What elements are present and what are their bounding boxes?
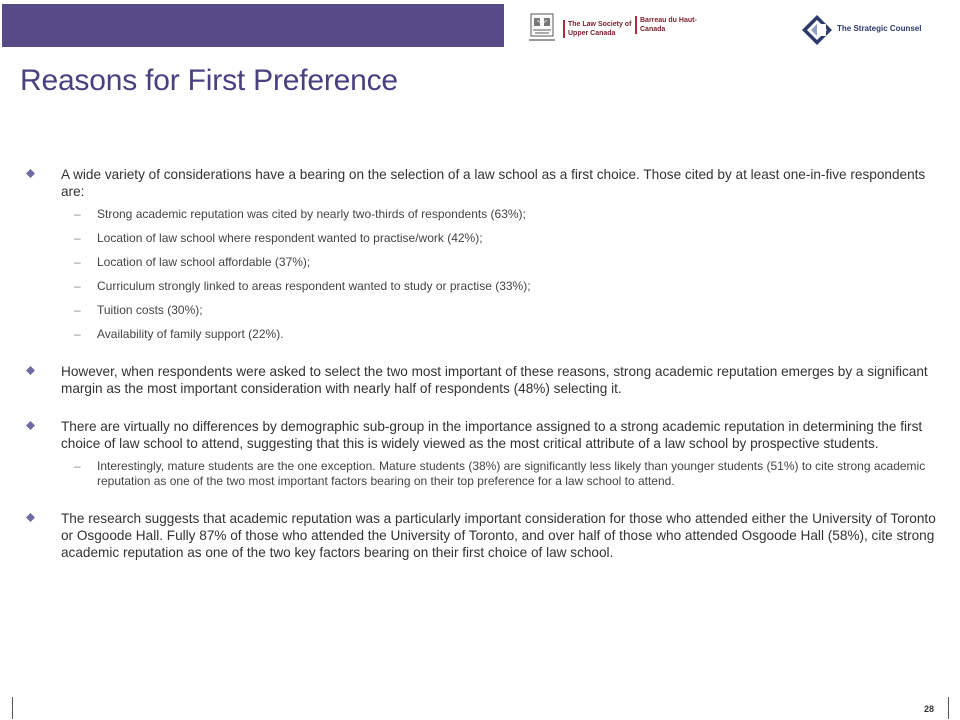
- sub-bullet-text: Location of law school where respondent wanted to practise/work (42%);: [97, 231, 483, 245]
- diamond-bullet-icon: [26, 513, 35, 522]
- sub-bullet-text: Availability of family support (22%).: [97, 327, 284, 341]
- law-society-name-en: The Law Society of Upper Canada: [563, 20, 636, 38]
- dash-marker: –: [74, 303, 81, 317]
- footer-left-rule: [12, 697, 13, 719]
- dash-marker: –: [74, 459, 81, 473]
- bullet-text: There are virtually no differences by demographic sub-group in the importance assigned to a strong academic reputation in determining the first choice of law school to attend, suggesting that this is widely viewed as the most critical attribute of a law school by prospective students.: [61, 419, 923, 451]
- header-color-bar: [2, 4, 504, 47]
- page-number: 28: [924, 704, 935, 714]
- dash-marker: –: [74, 207, 81, 221]
- sub-bullet-text: Tuition costs (30%);: [97, 303, 203, 317]
- dash-marker: –: [74, 327, 81, 341]
- bullet-item: [24, 418, 936, 452]
- bullet-text: The research suggests that academic reputation was a particularly important consideration for those who attended either the University of Toronto or Osgoode Hall. Fully 87% of those who attended the University of Toronto, and over half of those who attended Osgoode Hall (58%), cite strong academic reputation as one of the two key factors bearing on their first choice of law school.: [61, 511, 936, 560]
- sub-bullet-item: [24, 231, 936, 246]
- sub-bullet-item: [24, 255, 936, 270]
- dash-marker: –: [74, 255, 81, 269]
- sub-bullet-text: Interestingly, mature students are the one exception. Mature students (38%) are significantly less likely than younger students (51%) to cite strong academic reputation as one of the two most important factors bearing on their top preference for a law school to attend.: [97, 459, 926, 488]
- sub-bullet-text: Location of law school affordable (37%);: [97, 255, 311, 269]
- sub-bullet-item: [24, 459, 936, 489]
- diamond-bullet-icon: [26, 421, 35, 430]
- law-society-name-fr: Barreau du Haut-Canada: [635, 16, 708, 34]
- strategic-counsel-logo: [800, 14, 940, 46]
- sub-bullet-item: [24, 327, 936, 342]
- sub-bullet-item: [24, 303, 936, 318]
- sub-bullet-item: [24, 207, 936, 222]
- bullet-text: A wide variety of considerations have a bearing on the selection of a law school as a first choice. Those cited by at least one-in-five respondents are:: [61, 167, 926, 199]
- dash-marker: –: [74, 231, 81, 245]
- bullet-item: [24, 166, 936, 200]
- dash-marker: –: [74, 279, 81, 293]
- footer-right-rule: [948, 697, 949, 719]
- strategic-counsel-name: The Strategic Counsel: [837, 24, 922, 33]
- sub-bullet-text: Strong academic reputation was cited by nearly two-thirds of respondents (63%);: [97, 207, 526, 221]
- slide-body: [24, 166, 936, 561]
- diamond-bullet-icon: [26, 366, 35, 375]
- law-society-crest-icon: [527, 12, 557, 44]
- diamond-bullet-icon: [26, 169, 35, 178]
- page-title: Reasons for First Preference: [20, 64, 398, 97]
- strategic-counsel-diamond-icon: [800, 14, 834, 46]
- sub-bullet-text: Curriculum strongly linked to areas respondent wanted to study or practise (33%);: [97, 279, 531, 293]
- law-society-logo: [527, 12, 702, 48]
- bullet-item: [24, 510, 936, 561]
- sub-bullet-item: [24, 279, 936, 294]
- bullet-item: [24, 363, 936, 397]
- bullet-text: However, when respondents were asked to select the two most important of these reasons, strong academic reputation emerges by a significant margin as the most important consideration with nearly half of respondents (48%) selecting it.: [61, 364, 928, 396]
